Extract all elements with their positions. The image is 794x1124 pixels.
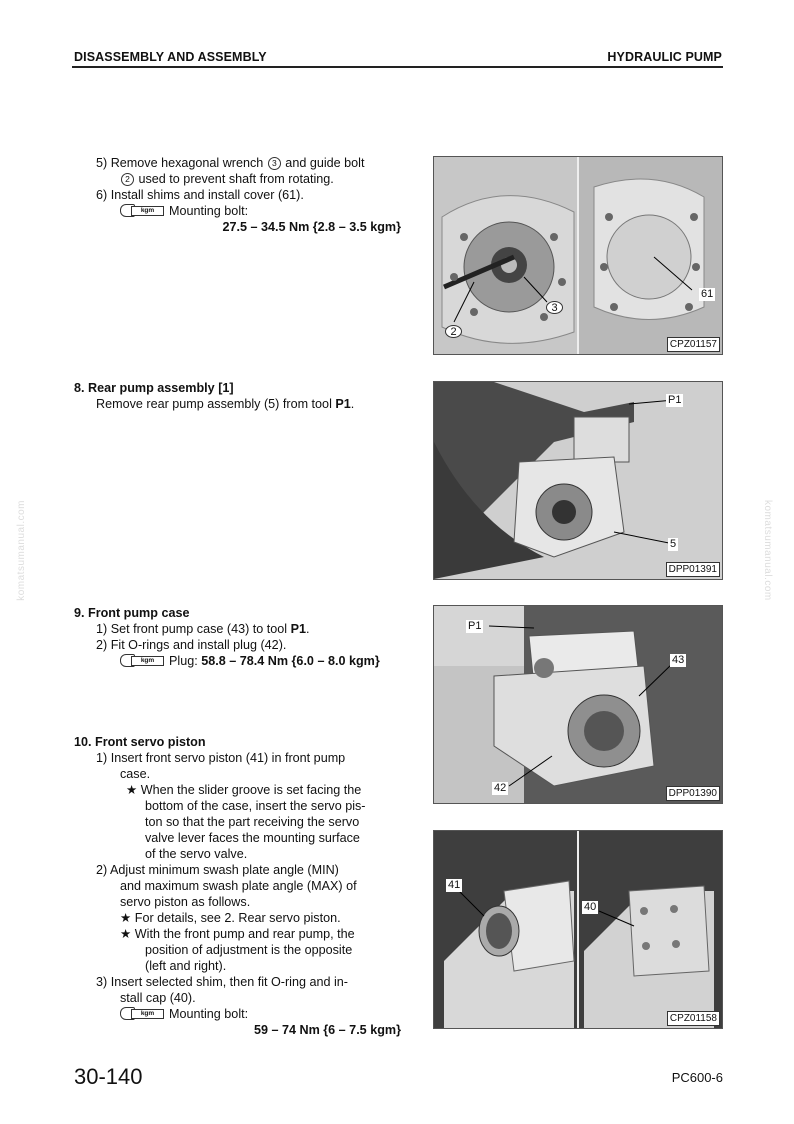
step-9-torque: kgm Plug: 58.8 – 78.4 Nm {6.0 – 8.0 kgm} [120,653,380,669]
photo-code: CPZ01158 [667,1011,720,1026]
step-10-note: ★ When the slider groove is set facing the [126,783,362,797]
callout-2: 2 [121,173,134,186]
step-10-text: case. [120,767,151,781]
step-10-note: bottom of the case, insert the servo pis- [145,799,366,813]
step-10-text: 2) Adjust minimum swash plate angle (MIN) [96,863,339,877]
photo-code: CPZ01157 [667,337,720,352]
torque-spec-line: kgm Mounting bolt: [120,203,248,219]
photo-code: DPP01391 [666,562,720,577]
step-9-2: 2) Fit O-rings and install plug (42). [96,638,287,652]
header-section-title: DISASSEMBLY AND ASSEMBLY [74,50,267,64]
step-8-title: 8. Rear pump assembly [1] [74,381,234,395]
step-10-torque: kgm Mounting bolt: [120,1006,248,1022]
step-10-note: (left and right). [145,959,227,973]
photo-label: 2 [445,325,462,338]
photo-label: 43 [672,654,685,666]
torque-wrench-icon: kgm [120,654,164,666]
photo-front-pump-case [433,605,723,804]
photo-servo-piston [433,830,723,1029]
step-10-note: ★ For details, see 2. Rear servo piston. [120,911,341,925]
step-10-note: valve lever faces the mounting surface [145,831,360,845]
step-10-text: 1) Insert front servo piston (41) in front pump [96,751,346,765]
torque-wrench-icon: kgm [120,1007,164,1019]
photo-label: 5 [670,538,677,550]
photo-label: 3 [546,301,563,314]
callout-3: 3 [268,157,281,170]
photo-rear-pump [433,381,723,580]
step-5-line-2: 2 used to prevent shaft from rotating. [120,171,334,187]
photo-label: P1 [668,394,682,406]
step-10-text: 3) Insert selected shim, then fit O-ring and in- [96,975,348,989]
step-9-title: 9. Front pump case [74,606,190,620]
header-chapter-title: HYDRAULIC PUMP [607,50,722,64]
torque-wrench-icon: kgm [120,204,164,216]
step-10-note: of the servo valve. [145,847,248,861]
step-10-note: ★ With the front pump and rear pump, the [120,927,355,941]
step-10-note: position of adjustment is the opposite [145,943,353,957]
step-10-text: servo piston as follows. [120,895,251,909]
step-10-title: 10. Front servo piston [74,735,206,749]
step-5-line: 5) Remove hexagonal wrench 3 and guide bolt [96,156,365,170]
watermark-left: komatsumanual.com [16,500,27,601]
step-10-text: stall cap (40). [120,991,196,1005]
photo-label: 40 [584,901,597,913]
photo-label: 41 [448,879,461,891]
page-number: 30-140 [74,1064,143,1089]
photo-label: 42 [494,782,507,794]
step-8-text: Remove rear pump assembly (5) from tool P1. [96,397,355,411]
photo-label: 61 [701,288,714,300]
torque-value: 27.5 – 34.5 Nm {2.8 – 3.5 kgm} [222,220,401,234]
header-rule [72,66,723,68]
step-9-1: 1) Set front pump case (43) to tool P1. [96,622,310,636]
step-10-text: and maximum swash plate angle (MAX) of [120,879,357,893]
step-6-line: 6) Install shims and install cover (61). [96,188,304,202]
step-10-note: ton so that the part receiving the servo [145,815,360,829]
model-number: PC600-6 [671,1070,723,1085]
watermark-right: komatsumanual.com [762,500,773,601]
torque-value: 59 – 74 Nm {6 – 7.5 kgm} [253,1023,401,1037]
photo-code: DPP01390 [666,786,720,801]
photo-cover-install [433,156,723,355]
photo-label: P1 [468,620,482,632]
